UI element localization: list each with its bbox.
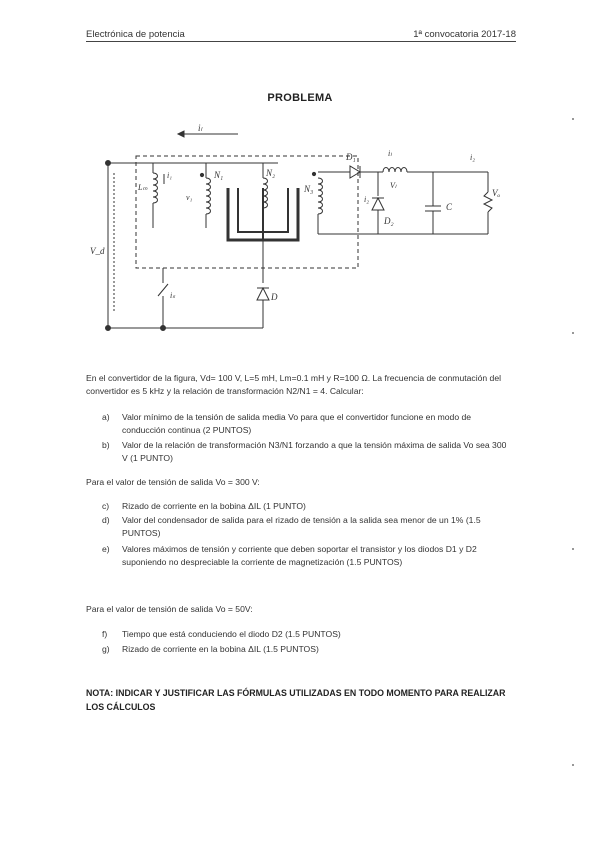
page-title: PROBLEMA [267,92,333,104]
question-f-label: f) [102,629,108,639]
intro-text: En el convertidor de la figura, Vd= 100 V, L=5 mH, Lm=0.1 mH y R=100 Ω. La frecuencia de conmutación del convertidor es 5 kHz y la relación de transformación N2/N1 = 4. Calcular: [86,373,502,396]
d2-label: D₂ [384,216,394,226]
n1-dot [200,173,203,176]
t-blade [158,284,168,296]
question-f-text: Tiempo que está conduciendo el diodo D2 (1.5 PUNTOS) [122,629,341,639]
vo-label: Vₒ [492,188,501,198]
n3-coil [318,178,323,214]
section-50v: Para el valor de tensión de salida Vo = 50V: [86,604,253,614]
vl-label: Vₗ [390,181,397,190]
vd-label: V_d [90,246,105,256]
scan-mark [572,548,574,550]
scan-mark [572,764,574,766]
question-e-label: e) [102,544,110,554]
n1-label: N₁ [214,170,224,180]
n3-dot [312,172,315,175]
question-d-label: d) [102,515,110,525]
header-subject: Electrónica de potencia [86,29,185,40]
question-e-text: Valores máximos de tensión y corriente que deben soportar el transistor y los diodos D1 y D2 suponiendo no despreciable la corriente de magnetización (1.5 PUNTOS) [122,544,477,567]
note: NOTA: INDICAR Y JUSTIFICAR LAS FÓRMULAS UTILIZADAS EN TODO MOMENTO PARA REALIZAR LOS CÁLCULOS [86,688,506,712]
n1-coil [206,178,211,214]
d2-triangle [372,198,384,210]
question-a-label: a) [102,412,110,422]
lm-coil [153,173,158,203]
l-coil [383,168,407,173]
d-label: D [271,292,278,302]
io-label: i₂ [470,153,476,162]
scan-mark [572,118,574,120]
r-zigzag [484,192,492,212]
d1-label: D₁ [346,152,356,162]
n3-label: N₃ [304,184,314,194]
section-300v: Para el valor de tensión de salida Vo = 300 V: [86,477,260,487]
question-c-label: c) [102,501,110,511]
input-terminal-top [106,161,111,166]
lm-label: Lₘ [138,183,148,192]
question-b-text: Valor de la relación de transformación N3/N1 forzando a que la tensión máxima de salida Vo sea 300 V (1 PUNTO) [122,440,507,463]
circuit-diagram [78,118,518,348]
c-label: C [446,202,453,212]
node-bottom [161,326,166,331]
question-c-text: Rizado de corriente en la bobina ΔIL (1 PUNTO) [122,501,306,511]
question-g-text: Rizado de corriente en la bobina ΔIL (1.5 PUNTOS) [122,644,319,654]
il-label: iₗ [198,123,202,133]
question-g-label: g) [102,644,110,654]
d-triangle [257,288,269,300]
is-label: iₛ [170,291,176,300]
il-output-label: iₗ [388,149,392,158]
n2-label: N₂ [266,168,276,178]
v1-label: v₁ [186,193,193,202]
i1-label: i₁ [167,171,173,180]
il-arrowhead [178,131,184,137]
i2-label: i₂ [364,195,370,204]
header-session: 1ª convocatoria 2017-18 [413,29,516,40]
question-a-text: Valor mínimo de la tensión de salida media Vo para que el convertidor funcione en modo de conducción continua (2 PUNTOS) [122,412,472,435]
header-rule [86,41,516,42]
question-d-text: Valor del condensador de salida para el rizado de tensión a la salida sea menor de un 1% (1.5 PUNTOS) [122,515,481,538]
question-b-label: b) [102,440,110,450]
scan-mark [572,332,574,334]
